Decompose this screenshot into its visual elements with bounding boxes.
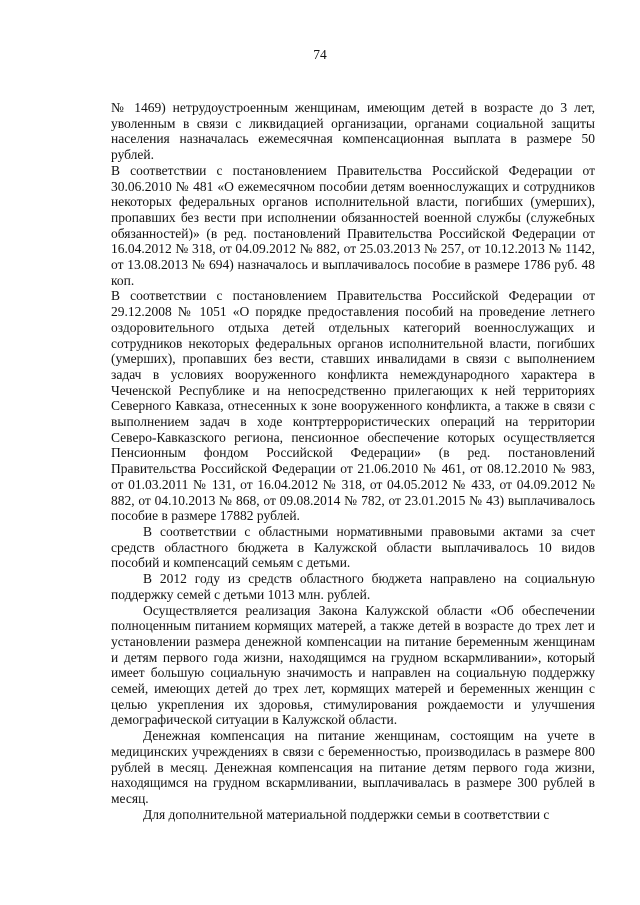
- paragraph: Осуществляется реализация Закона Калужской области «Об обеспечении полноценным питанием кормящих матерей, а также детей в возрасте до трех лет и установлении размера денежной компенсации на питание беременным женщинам и детям первого года жизни, находящимся на грудном вскармливании», который имеет большую социальную значимость и направлен на социальную поддержку семей, имеющих детей до трех лет, кормящих матерей и беременных женщин с целью укрепления их здоровья, стимулирования рождаемости и улучшения демографической ситуации в Калужской области.: [111, 602, 595, 728]
- document-body: [111, 100, 595, 822]
- paragraph: Для дополнительной материальной поддержки семьи в соответствии с: [143, 806, 550, 822]
- paragraph: Денежная компенсация на питание женщинам, состоящим на учете в медицинских учреждениях в связи с беременностью, производилась в размере 800 рублей в месяц. Денежная компенсация на питание детям первого года жизни, находящимся на грудном вскармливании, выплачивалась в размере 300 рублей в месяц.: [111, 728, 595, 806]
- paragraph: № 1469) нетрудоустроенным женщинам, имеющим детей в возрасте до 3 лет, уволенным в связи с ликвидацией организации, органами социальной защиты населения назначалась ежемесячная компенсационная выплата в размере 50 рублей.: [111, 100, 595, 163]
- paragraph: В соответствии с постановлением Правительства Российской Федерации от 30.06.2010 № 481 «О ежемесячном пособии детям военнослужащих и сотрудников некоторых федеральных органов исполнительной власти, погибших (умерших), пропавших без вести при исполнении обязанностей военной службы (служебных обязанностей)» (в ред. постановлений Правительства Российской Федерации от 16.04.2012 № 318, от 04.09.2012 № 882, от 25.03.2013 № 257, от 10.12.2013 № 1142, от 13.08.2013 № 694) назначалось и выплачивалось пособие в размере 1786 руб. 48 коп.: [111, 162, 595, 288]
- page-number: 74: [313, 47, 327, 62]
- paragraph: В 2012 году из средств областного бюджета направлено на социальную поддержку семей с детьми 1013 млн. рублей.: [111, 571, 595, 602]
- paragraph: В соответствии с областными нормативными правовыми актами за счет средств областного бюджета в Калужской области выплачивалось 10 видов пособий и компенсаций семьям с детьми.: [111, 523, 595, 571]
- paragraph: В соответствии с постановлением Правительства Российской Федерации от 29.12.2008 № 1051 «О порядке предоставления пособий на проведение летнего оздоровительного отдыха детей отдельных категорий военнослужащих и сотрудников некоторых федеральных органов исполнительной власти, погибших (умерших), пропавших без вести, ставших инвалидами в связи с выполнением задач в условиях вооруженного конфликта немеждународного характера в Чеченской Республике и на непосредственно прилегающих к ней территориях Северного Кавказа, отнесенных к зоне вооруженного конфликта, а также в связи с выполнением задач в ходе контртеррористических операций на территории Северо-Кавказского региона, пенсионное обеспечение которых осуществляется Пенсионным фондом Российской Федерации» (в ред. постановлений Правительства Российской Федерации от 21.06.2010 № 461, от 08.12.2010 № 983, от 01.03.2011 № 131, от 16.04.2012 № 318, от 04.05.2012 № 433, от 04.09.2012 № 882, от 04.10.2013 № 868, от 09.08.2014 № 782, от 23.01.2015 № 43) выплачивалось пособие в размере 17882 рублей.: [111, 288, 595, 524]
